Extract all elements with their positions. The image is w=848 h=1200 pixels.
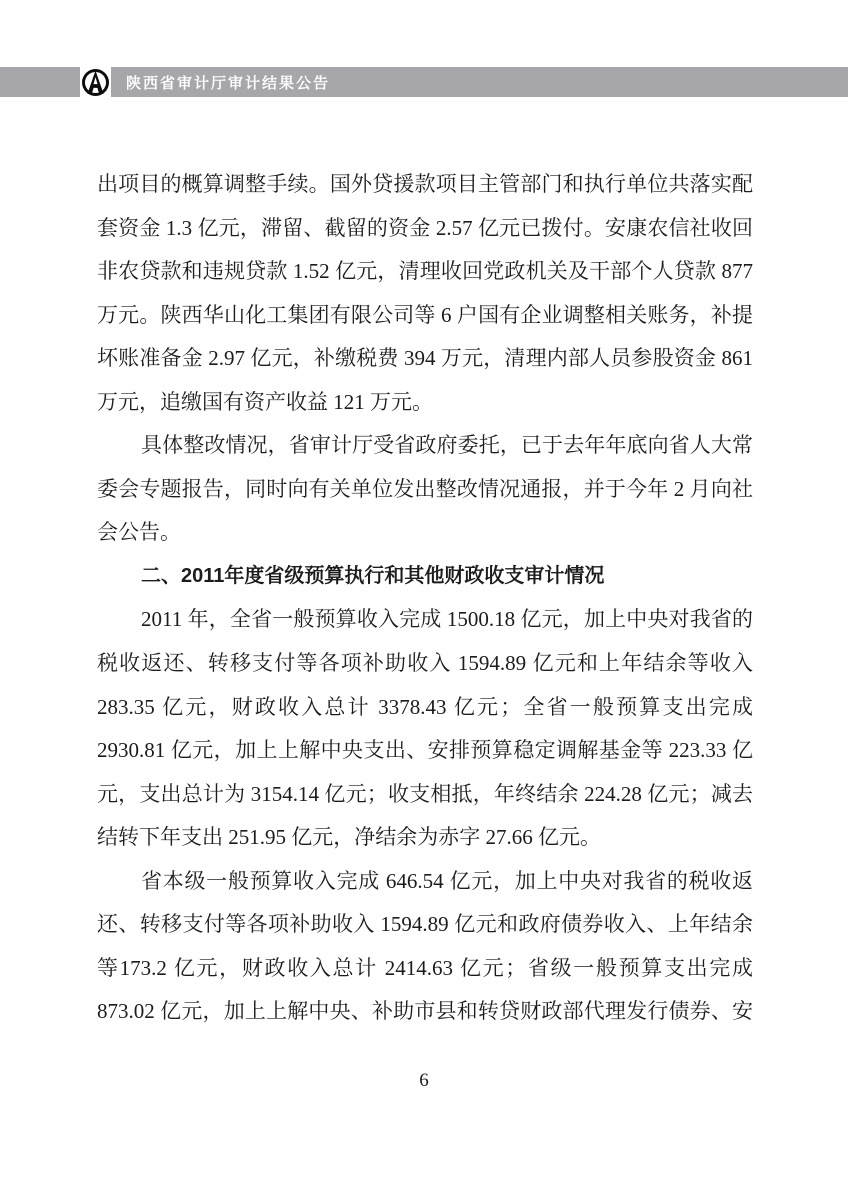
text-line: 等173.2 亿元，财政收入总计 2414.63 亿元；省级一般预算支出完成 bbox=[97, 955, 753, 980]
audit-emblem-icon bbox=[82, 69, 109, 96]
document-text-block bbox=[97, 163, 753, 1034]
text-line: 委会专题报告，同时向有关单位发出整改情况通报，并于今年 2 月向社 bbox=[97, 476, 753, 501]
text-line: 结转下年支出 251.95 亿元，净结余为赤字 27.66 亿元。 bbox=[97, 825, 601, 850]
text-line: 省本级一般预算收入完成 646.54 亿元，加上中央对我省的税收返 bbox=[141, 868, 753, 893]
text-line: 坏账准备金 2.97 亿元，补缴税费 394 万元，清理内部人员参股资金 861 bbox=[97, 346, 753, 371]
text-line: 元，支出总计为 3154.14 亿元；收支相抵，年终结余 224.28 亿元；减去 bbox=[97, 781, 753, 806]
text-line: 套资金 1.3 亿元，滞留、截留的资金 2.57 亿元已拨付。安康农信社收回 bbox=[97, 215, 753, 240]
header-bar-left-segment bbox=[0, 67, 80, 97]
text-line: 具体整改情况，省审计厅受省政府委托，已于去年年底向省人大常 bbox=[141, 433, 753, 458]
text-line: 873.02 亿元，加上上解中央、补助市县和转贷财政部代理发行债券、安 bbox=[97, 999, 753, 1024]
text-line: 还、转移支付等各项补助收入 1594.89 亿元和政府债券收入、上年结余 bbox=[97, 912, 753, 937]
text-line: 会公告。 bbox=[97, 520, 181, 545]
text-line: 万元。陕西华山化工集团有限公司等 6 户国有企业调整相关账务，补提 bbox=[97, 302, 753, 327]
text-line: 283.35 亿元，财政收入总计 3378.43 亿元；全省一般预算支出完成 bbox=[97, 694, 753, 719]
header-bar-right-segment bbox=[111, 67, 848, 97]
text-line: 2011 年，全省一般预算收入完成 1500.18 亿元，加上中央对我省的 bbox=[141, 607, 753, 632]
header-logo-gap bbox=[80, 67, 111, 97]
text-line: 万元，追缴国有资产收益 121 万元。 bbox=[97, 389, 433, 414]
text-line: 税收返还、转移支付等各项补助收入 1594.89 亿元和上年结余等收入 bbox=[97, 651, 753, 676]
text-line: 出项目的概算调整手续。国外贷援款项目主管部门和执行单位共落实配 bbox=[97, 172, 753, 196]
header-title: 陕西省审计厅审计结果公告 bbox=[126, 74, 331, 92]
text-line: 非农贷款和违规贷款 1.52 亿元，清理收回党政机关及干部个人贷款 877 bbox=[97, 259, 753, 284]
text-line: 2930.81 亿元，加上上解中央支出、安排预算稳定调解基金等 223.33 亿 bbox=[97, 738, 753, 763]
header-band bbox=[0, 67, 848, 97]
page-number: 6 bbox=[419, 1070, 429, 1091]
section-heading: 二、2011年度省级预算执行和其他财政收支审计情况 bbox=[141, 564, 605, 587]
